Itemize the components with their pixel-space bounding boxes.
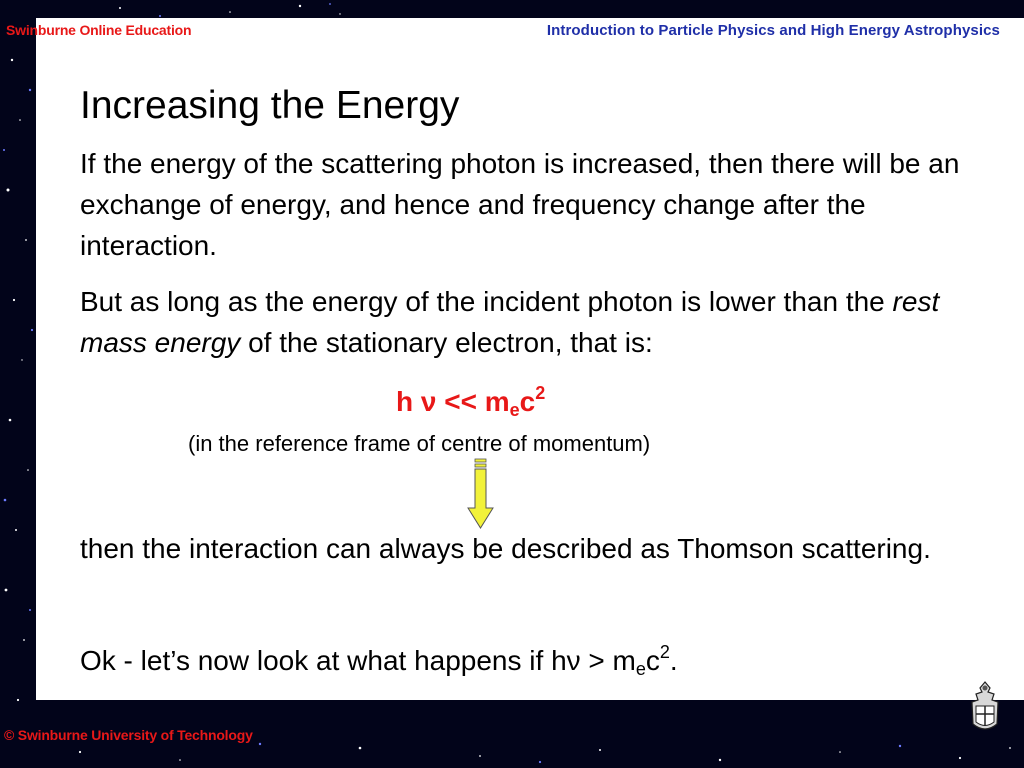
next-step-mid: > m [580,645,636,676]
next-step-end: . [669,645,678,676]
paragraph-rest-mass [80,281,960,363]
down-arrow-icon [466,458,496,530]
formula-sup: 2 [535,383,546,403]
paragraph-next-step [80,632,960,690]
next-step-nu: ν [566,645,581,676]
formula-m: m [484,386,510,417]
next-step-start: Ok - let’s now look at what happens if h [80,645,567,676]
next-step-c: c [645,645,660,676]
formula-c: c [519,386,536,417]
formula-op: << [444,386,477,417]
paragraph-rest-mass-end: of the stationary electron, that is: [240,327,653,358]
slide-title: Increasing the Energy [80,84,460,127]
formula-sub: e [509,400,520,420]
course-title: Introduction to Particle Physics and High Energy Astrophysics [546,22,1000,39]
reference-frame-note: (in the reference frame of centre of momentum) [188,431,651,456]
copyright-footer: © Swinburne University of Technology [4,727,253,743]
formula-nu: ν [420,386,437,417]
rest-mass-energy-term: rest mass energy [80,286,940,358]
next-step-sub: e [635,659,646,679]
energy-inequality-formula [396,383,545,421]
paragraph-rest-mass-start: But as long as the energy of the incident photon is lower than the [80,286,893,317]
university-crest-icon [964,680,1006,736]
paragraph-energy-exchange: If the energy of the scattering photon is increased, then there will be an exchange of energy, and hence and frequency change after the interaction. [80,148,960,261]
paragraph-thomson-scattering: then the interaction can always be described as Thomson scattering. [80,533,931,564]
next-step-sup: 2 [659,642,670,662]
formula-h: h [396,386,414,417]
org-name: Swinburne Online Education [6,22,192,38]
